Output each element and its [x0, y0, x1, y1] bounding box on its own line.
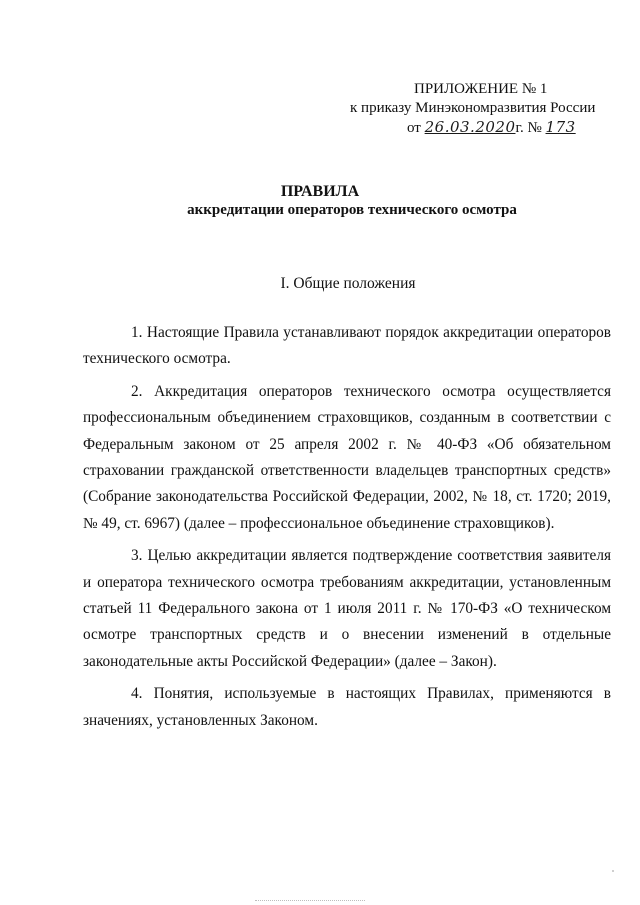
- from-prefix: от: [407, 120, 421, 136]
- paragraph-2: 2. Аккредитация операторов технического осмотра осуществляется профессиональным объединением страховщиков, созданным в соответствии с Федеральным законом от 25 апреля 2002 г. № 40-ФЗ «Об обязательном страховании гражданской ответственности владельцев транспортных средств» (Собрание законодательства Российской Федерации, 2002, № 18, ст. 1720; 2019, № 49, ст. 6967) (далее – профессиональное объединение страховщиков).: [83, 382, 611, 532]
- appendix-header: [340, 80, 610, 138]
- scan-speck: [612, 870, 614, 872]
- handwritten-number: 173: [545, 118, 576, 136]
- handwritten-date: 26.03.2020: [424, 118, 516, 136]
- section-heading: I. Общие положения: [280, 275, 416, 292]
- document-body: [83, 320, 611, 740]
- appendix-title: ПРИЛОЖЕНИЕ № 1: [414, 81, 548, 97]
- paragraph-4: 4. Понятия, используемые в настоящих Правилах, применяются в значениях, установленных Законом.: [83, 685, 611, 729]
- document-title: ПРАВИЛА: [280, 183, 360, 200]
- order-reference: к приказу Минэкономразвития России: [350, 100, 596, 116]
- order-date-number: [340, 118, 610, 138]
- year-suffix: г. №: [515, 120, 542, 136]
- scan-artifact: [255, 900, 365, 903]
- document-subtitle: аккредитации операторов технического осмотра: [187, 202, 517, 218]
- paragraph-3: 3. Целью аккредитации является подтверждение соответствия заявителя и оператора технического осмотра требованиям аккредитации, установленным статьей 11 Федерального закона от 1 июля 2011 г. № 170-ФЗ «О техническом осмотре транспортных средств и о внесении изменений в отдельные законодательные акты Российской Федерации» (далее – Закон).: [83, 547, 611, 670]
- paragraph-1: 1. Настоящие Правила устанавливают порядок аккредитации операторов технического осмотра.: [83, 324, 611, 368]
